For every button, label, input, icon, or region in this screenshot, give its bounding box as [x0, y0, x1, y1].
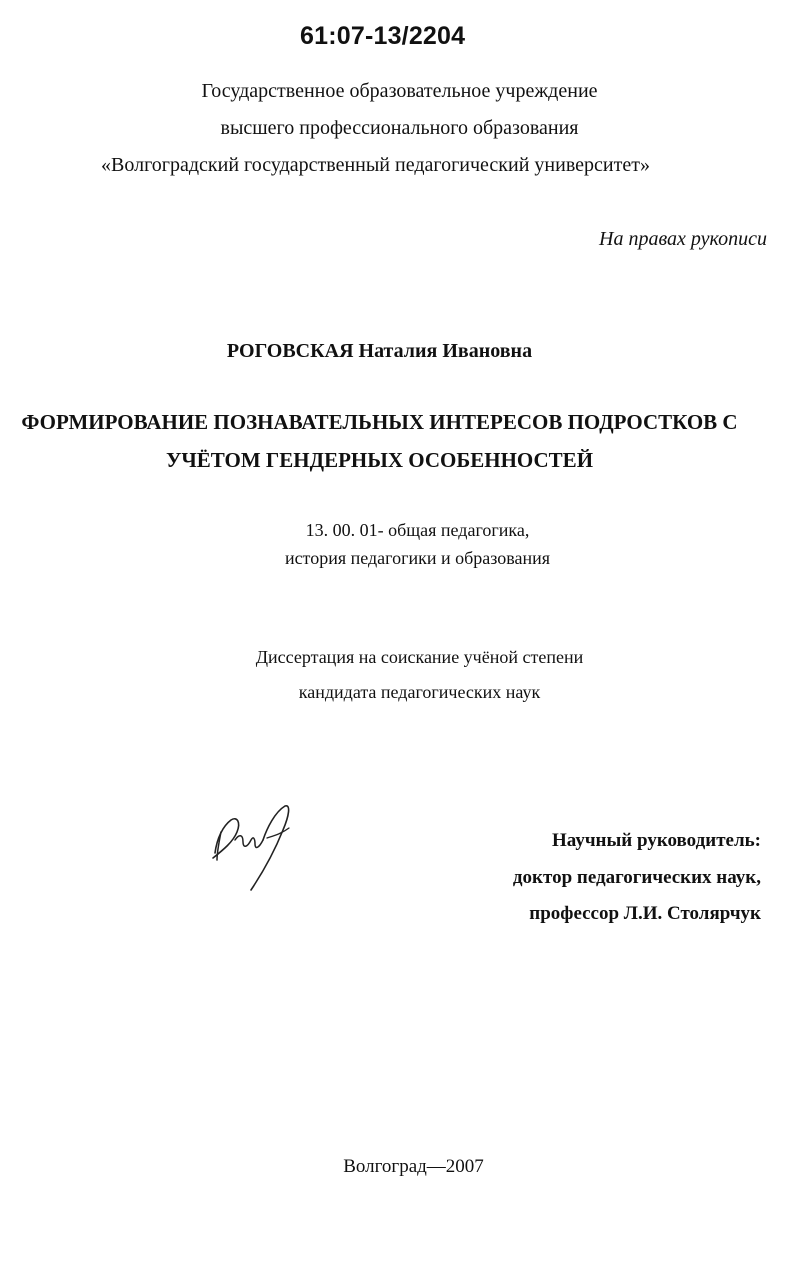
- institution-line-3: «Волгоградский государственный педагогический университет»: [101, 154, 650, 176]
- author-name: РОГОВСКАЯ Наталия Ивановна: [226, 340, 533, 362]
- supervisor-name: профессор Л.И. Столярчук: [529, 903, 761, 924]
- rights-note: На правах рукописи: [599, 228, 767, 250]
- supervisor-degree: доктор педагогических наук,: [512, 867, 761, 888]
- specialty-line-2: история педагогики и образования: [284, 548, 551, 568]
- specialty-line-1: 13. 00. 01- общая педагогика,: [305, 520, 530, 540]
- degree-line-1: Диссертация на соискание учёной степени: [255, 647, 584, 667]
- institution-line-2: высшего профессионального образования: [220, 117, 579, 139]
- title-line-1: ФОРМИРОВАНИЕ ПОЗНАВАТЕЛЬНЫХ ИНТЕРЕСОВ ПОДРОСТКОВ С: [21, 410, 738, 434]
- archive-code: 61:07-13/2204: [300, 22, 466, 50]
- institution-line-1: Государственное образовательное учреждение: [201, 80, 598, 102]
- city-year: Волгоград—2007: [343, 1156, 484, 1177]
- degree-line-2: кандидата педагогических наук: [298, 682, 541, 702]
- title-line-2: УЧЁТОМ ГЕНДЕРНЫХ ОСОБЕННОСТЕЙ: [165, 448, 594, 472]
- signature-image: [205, 798, 305, 896]
- supervisor-label: Научный руководитель:: [552, 830, 761, 851]
